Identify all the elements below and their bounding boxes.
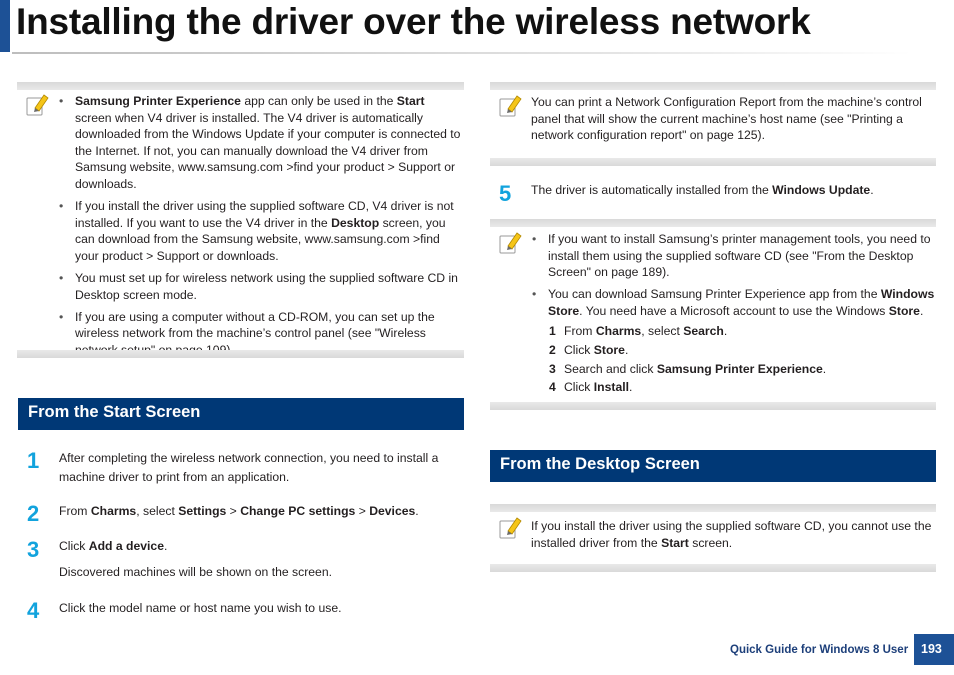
note1-bullet-1: • Samsung Printer Experience app can only be used in the Start screen when V4 driver is installed. The V4 driver is automatically downloaded from the Windows Update if your computer is connected to the Internet. If not, you can manually download the V4 driver from Samsung website, www.samsung.com >find your product > Support or downloads. <box>59 93 464 193</box>
note-top-bar <box>490 504 936 512</box>
section-heading-desktop-screen: From the Desktop Screen <box>490 450 936 482</box>
pencil-note-icon <box>497 515 523 541</box>
note-bottom-bar <box>17 350 464 358</box>
substep-3: 3 Search and click Samsung Printer Experience. <box>549 361 827 376</box>
title-divider <box>12 52 912 54</box>
note1-bullet-2: • If you install the driver using the supplied software CD, V4 driver is not installed. If you want to use the V4 driver in the Desktop screen, you can download from the Samsung website, www.samsung.com >find your product > Support or downloads. <box>59 198 464 264</box>
page-number-badge: 193 <box>914 634 954 665</box>
section-heading-start-screen: From the Start Screen <box>18 398 464 430</box>
step-2-text: From Charms, select Settings > Change PC settings > Devices. <box>59 504 419 518</box>
note-box-v4-driver <box>17 82 464 358</box>
step-number-2: 2 <box>27 501 40 526</box>
note-bottom-bar <box>490 158 936 166</box>
note-top-bar <box>17 82 464 90</box>
note-top-bar <box>490 82 936 90</box>
substep-4: 4 Click Install. <box>549 380 633 395</box>
note-bottom-bar <box>490 564 936 572</box>
step-3-text: Click Add a device. <box>59 539 168 553</box>
note1-bullet-4: • If you are using a computer without a CD-ROM, you can set up the wireless network from the machine’s control panel (see "Wireless <box>59 309 464 359</box>
pencil-note-icon <box>497 93 523 119</box>
step-number-5: 5 <box>499 181 512 206</box>
note4-text: If you install the driver using the supplied software CD, you cannot use the installed driver from the Start screen. <box>531 519 932 550</box>
step-number-1: 1 <box>27 448 40 473</box>
note-box-host-name <box>490 82 936 166</box>
substep-2: 2 Click Store. <box>549 343 629 358</box>
step-1-text: After completing the wireless network connection, you need to install a machine driver to print from an application. <box>59 451 439 484</box>
note3-bullet-2: • You can download Samsung Printer Experience app from the Windows Store. You need have a Microsoft account to use the Windows Store. 1 From Charms, select Search. 2 Click Store. 3 Search and click Samsung Printer Experience. 4 Click Install. <box>532 286 936 397</box>
step-number-4: 4 <box>27 598 40 623</box>
title-accent-bar <box>0 0 10 52</box>
note2-text: You can print a Network Configuration Report from the machine’s control panel that will show the current machine’s host name (see "Printing a network configuration report" on page 125). <box>531 95 922 143</box>
step-number-3: 3 <box>27 537 40 562</box>
footer-guide-label: Quick Guide for Windows 8 User <box>730 644 909 656</box>
substep-1: 1 From Charms, select Search. <box>549 324 728 339</box>
pencil-note-icon <box>24 92 50 118</box>
page-title: Installing the driver over the wireless network <box>16 1 811 42</box>
note3-bullet-1: • If you want to install Samsung’s printer management tools, you need to install them using the supplied software CD (see "From the Desktop Screen" on page 189). <box>532 231 936 281</box>
step-3-subtext: Discovered machines will be shown on the screen. <box>59 565 332 579</box>
note1-bullet-3: • You must set up for wireless network using the supplied software CD in Desktop screen mode. <box>59 270 464 303</box>
note-box-desktop-driver <box>490 504 936 572</box>
step-5-text: The driver is automatically installed from the Windows Update. <box>531 183 874 197</box>
note-box-management-tools <box>490 219 936 410</box>
note-top-bar <box>490 219 936 227</box>
pencil-note-icon <box>497 230 523 256</box>
note-bottom-bar <box>490 402 936 410</box>
step-4-text: Click the model name or host name you wish to use. <box>59 601 342 615</box>
